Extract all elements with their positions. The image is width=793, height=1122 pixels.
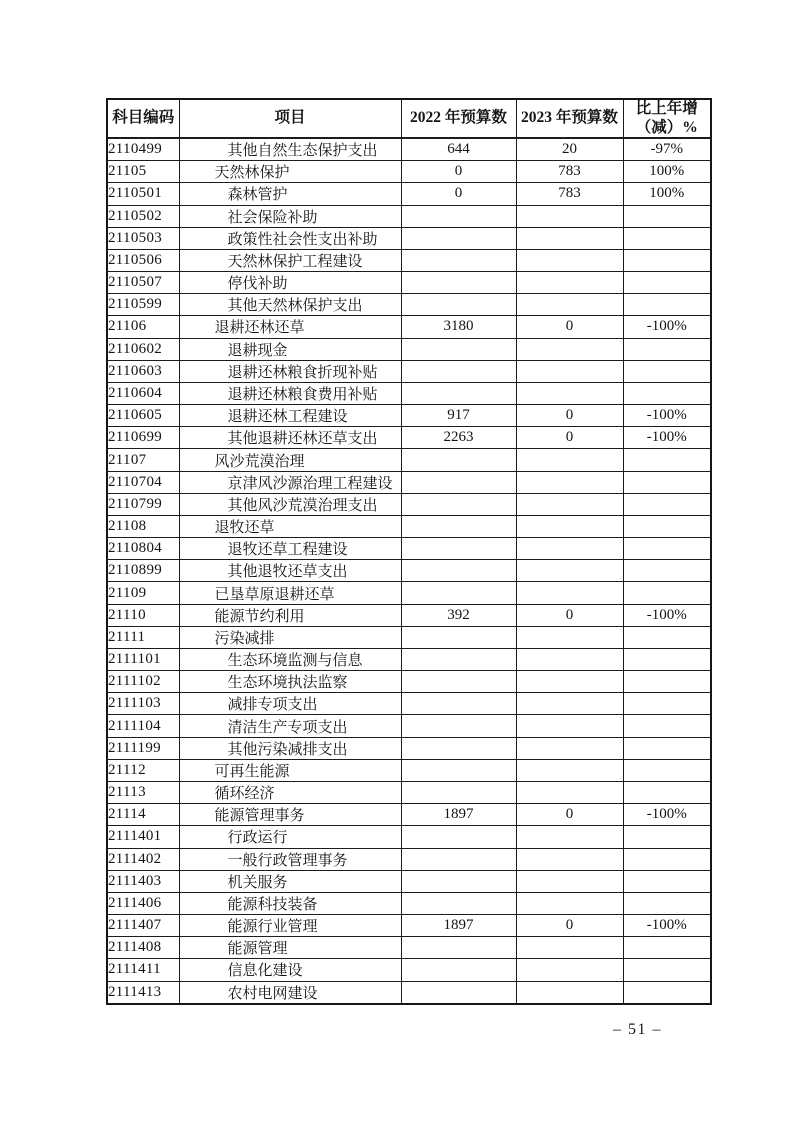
cell-item: 能源科技装备	[179, 892, 401, 914]
table-row	[107, 870, 711, 892]
cell-item: 可再生能源	[179, 759, 401, 781]
page-number: – 51 –	[613, 1021, 662, 1038]
cell-budget-2022	[401, 693, 516, 715]
cell-change-percent	[623, 648, 711, 670]
cell-item: 退牧还草工程建设	[179, 538, 401, 560]
cell-item: 一般行政管理事务	[179, 848, 401, 870]
cell-budget-2023	[516, 471, 623, 493]
cell-budget-2022: 2263	[401, 427, 516, 449]
table-row	[107, 205, 711, 227]
cell-budget-2022	[401, 582, 516, 604]
cell-budget-2023: 0	[516, 915, 623, 937]
cell-subject-code: 2111411	[107, 959, 179, 981]
cell-item: 退耕还林粮食折现补贴	[179, 360, 401, 382]
cell-budget-2023	[516, 981, 623, 1004]
table-row	[107, 626, 711, 648]
col-header-change	[623, 99, 711, 138]
cell-subject-code: 2111408	[107, 937, 179, 959]
cell-change-percent	[623, 715, 711, 737]
cell-subject-code: 21113	[107, 782, 179, 804]
cell-budget-2023	[516, 826, 623, 848]
cell-budget-2023	[516, 582, 623, 604]
cell-budget-2022	[401, 205, 516, 227]
table-row	[107, 782, 711, 804]
table-row	[107, 648, 711, 670]
cell-item: 信息化建设	[179, 959, 401, 981]
table-row	[107, 582, 711, 604]
table-row	[107, 316, 711, 338]
cell-subject-code: 21106	[107, 316, 179, 338]
cell-budget-2022: 644	[401, 138, 516, 161]
table-row	[107, 427, 711, 449]
cell-item: 其他退牧还草支出	[179, 560, 401, 582]
cell-item: 污染减排	[179, 626, 401, 648]
cell-budget-2022: 1897	[401, 804, 516, 826]
cell-change-percent	[623, 493, 711, 515]
cell-subject-code: 2111104	[107, 715, 179, 737]
cell-item: 社会保险补助	[179, 205, 401, 227]
cell-item: 能源管理	[179, 937, 401, 959]
cell-budget-2022	[401, 826, 516, 848]
cell-change-percent	[623, 693, 711, 715]
cell-budget-2023	[516, 892, 623, 914]
cell-subject-code: 2110501	[107, 183, 179, 205]
table-row	[107, 915, 711, 937]
table-row	[107, 693, 711, 715]
cell-budget-2022	[401, 715, 516, 737]
cell-budget-2023: 783	[516, 161, 623, 183]
cell-item: 生态环境监测与信息	[179, 648, 401, 670]
cell-budget-2022	[401, 493, 516, 515]
table-row	[107, 138, 711, 161]
cell-budget-2023	[516, 737, 623, 759]
header-row	[107, 99, 711, 138]
cell-budget-2022	[401, 937, 516, 959]
cell-item: 停伐补助	[179, 272, 401, 294]
cell-budget-2023	[516, 626, 623, 648]
cell-subject-code: 2111402	[107, 848, 179, 870]
cell-item: 减排专项支出	[179, 693, 401, 715]
table-row	[107, 538, 711, 560]
cell-change-percent	[623, 560, 711, 582]
col-header-budget-2023: 2023 年预算数	[516, 99, 623, 138]
cell-budget-2022: 0	[401, 183, 516, 205]
col-header-subject-code: 科目编码	[107, 99, 179, 138]
cell-subject-code: 2110602	[107, 338, 179, 360]
cell-item: 其他退耕还林还草支出	[179, 427, 401, 449]
cell-subject-code: 2111102	[107, 671, 179, 693]
col-header-budget-2022: 2022 年预算数	[401, 99, 516, 138]
cell-change-percent	[623, 272, 711, 294]
cell-subject-code: 2110603	[107, 360, 179, 382]
cell-item: 已垦草原退耕还草	[179, 582, 401, 604]
cell-item: 退牧还草	[179, 515, 401, 537]
cell-change-percent	[623, 892, 711, 914]
cell-budget-2022	[401, 449, 516, 471]
cell-budget-2023	[516, 560, 623, 582]
table-row	[107, 671, 711, 693]
cell-item: 行政运行	[179, 826, 401, 848]
cell-budget-2023	[516, 848, 623, 870]
cell-subject-code: 2111403	[107, 870, 179, 892]
table-row	[107, 471, 711, 493]
table-row	[107, 338, 711, 360]
cell-change-percent	[623, 959, 711, 981]
table-row	[107, 183, 711, 205]
cell-change-percent	[623, 981, 711, 1004]
cell-change-percent	[623, 626, 711, 648]
cell-subject-code: 2111199	[107, 737, 179, 759]
cell-subject-code: 21110	[107, 604, 179, 626]
table-row	[107, 515, 711, 537]
cell-subject-code: 21109	[107, 582, 179, 604]
cell-budget-2022: 3180	[401, 316, 516, 338]
cell-subject-code: 21108	[107, 515, 179, 537]
cell-budget-2023	[516, 715, 623, 737]
cell-budget-2022	[401, 249, 516, 271]
cell-change-percent	[623, 582, 711, 604]
cell-budget-2023	[516, 671, 623, 693]
col-header-change-line1: 比上年增	[635, 100, 698, 117]
cell-subject-code: 2110499	[107, 138, 179, 161]
cell-subject-code: 2110599	[107, 294, 179, 316]
cell-change-percent	[623, 360, 711, 382]
cell-change-percent	[623, 782, 711, 804]
cell-change-percent	[623, 382, 711, 404]
cell-change-percent	[623, 848, 711, 870]
budget-table	[106, 98, 712, 1005]
col-header-item: 项目	[179, 99, 401, 138]
cell-budget-2022: 392	[401, 604, 516, 626]
cell-budget-2022	[401, 959, 516, 981]
table-row	[107, 294, 711, 316]
cell-item: 京津风沙源治理工程建设	[179, 471, 401, 493]
cell-subject-code: 2110503	[107, 227, 179, 249]
table-row	[107, 161, 711, 183]
table-row	[107, 826, 711, 848]
cell-budget-2023	[516, 870, 623, 892]
cell-budget-2023	[516, 693, 623, 715]
table-row	[107, 759, 711, 781]
cell-budget-2023	[516, 759, 623, 781]
cell-change-percent: 100%	[623, 161, 711, 183]
cell-subject-code: 21112	[107, 759, 179, 781]
cell-budget-2023: 0	[516, 316, 623, 338]
cell-budget-2023	[516, 294, 623, 316]
cell-change-percent	[623, 759, 711, 781]
cell-subject-code: 2110604	[107, 382, 179, 404]
cell-budget-2022	[401, 981, 516, 1004]
cell-subject-code: 2110507	[107, 272, 179, 294]
cell-budget-2023: 0	[516, 427, 623, 449]
cell-change-percent	[623, 737, 711, 759]
cell-budget-2023	[516, 272, 623, 294]
col-header-change-line2: （减）%	[635, 118, 698, 136]
cell-change-percent: -100%	[623, 316, 711, 338]
cell-budget-2023	[516, 782, 623, 804]
cell-change-percent	[623, 471, 711, 493]
cell-change-percent	[623, 449, 711, 471]
cell-item: 退耕现金	[179, 338, 401, 360]
cell-budget-2023: 783	[516, 183, 623, 205]
cell-item: 风沙荒漠治理	[179, 449, 401, 471]
cell-subject-code: 2110605	[107, 405, 179, 427]
cell-budget-2023	[516, 538, 623, 560]
cell-budget-2023	[516, 382, 623, 404]
cell-change-percent	[623, 870, 711, 892]
cell-subject-code: 2111103	[107, 693, 179, 715]
table-row	[107, 360, 711, 382]
cell-budget-2022: 1897	[401, 915, 516, 937]
cell-change-percent: 100%	[623, 183, 711, 205]
cell-change-percent	[623, 671, 711, 693]
cell-subject-code: 2110506	[107, 249, 179, 271]
cell-budget-2023: 0	[516, 405, 623, 427]
cell-budget-2022	[401, 671, 516, 693]
table-row	[107, 959, 711, 981]
cell-subject-code: 2110804	[107, 538, 179, 560]
table-row	[107, 937, 711, 959]
table-row	[107, 405, 711, 427]
cell-item: 生态环境执法监察	[179, 671, 401, 693]
cell-change-percent	[623, 249, 711, 271]
cell-item: 天然林保护	[179, 161, 401, 183]
cell-item: 清洁生产专项支出	[179, 715, 401, 737]
table-row	[107, 560, 711, 582]
cell-budget-2023: 0	[516, 604, 623, 626]
cell-change-percent	[623, 826, 711, 848]
cell-item: 森林管护	[179, 183, 401, 205]
cell-budget-2023	[516, 205, 623, 227]
cell-budget-2023	[516, 249, 623, 271]
cell-subject-code: 21105	[107, 161, 179, 183]
cell-budget-2023: 0	[516, 804, 623, 826]
cell-change-percent	[623, 294, 711, 316]
table-body	[107, 138, 711, 1003]
cell-item: 政策性社会性支出补助	[179, 227, 401, 249]
cell-budget-2023	[516, 648, 623, 670]
table-row	[107, 737, 711, 759]
cell-budget-2022	[401, 892, 516, 914]
cell-change-percent	[623, 515, 711, 537]
cell-budget-2023	[516, 360, 623, 382]
table-row	[107, 382, 711, 404]
table-row	[107, 249, 711, 271]
cell-subject-code: 2110704	[107, 471, 179, 493]
cell-item: 农村电网建设	[179, 981, 401, 1004]
cell-subject-code: 2110502	[107, 205, 179, 227]
cell-budget-2023: 20	[516, 138, 623, 161]
cell-budget-2022: 0	[401, 161, 516, 183]
table-row	[107, 493, 711, 515]
cell-subject-code: 2111406	[107, 892, 179, 914]
table-row	[107, 804, 711, 826]
cell-item: 能源管理事务	[179, 804, 401, 826]
table-row	[107, 848, 711, 870]
cell-budget-2023	[516, 493, 623, 515]
cell-change-percent: -97%	[623, 138, 711, 161]
table-row	[107, 715, 711, 737]
table-row	[107, 892, 711, 914]
cell-subject-code: 2110799	[107, 493, 179, 515]
cell-budget-2022	[401, 360, 516, 382]
cell-budget-2022	[401, 648, 516, 670]
cell-budget-2022	[401, 848, 516, 870]
cell-change-percent	[623, 205, 711, 227]
cell-subject-code: 21107	[107, 449, 179, 471]
cell-budget-2023	[516, 515, 623, 537]
cell-change-percent	[623, 227, 711, 249]
cell-item: 机关服务	[179, 870, 401, 892]
cell-change-percent	[623, 338, 711, 360]
cell-item: 能源行业管理	[179, 915, 401, 937]
cell-change-percent: -100%	[623, 405, 711, 427]
cell-item: 退耕还林工程建设	[179, 405, 401, 427]
cell-budget-2022	[401, 294, 516, 316]
cell-item: 能源节约利用	[179, 604, 401, 626]
cell-subject-code: 2111101	[107, 648, 179, 670]
cell-subject-code: 2110699	[107, 427, 179, 449]
cell-budget-2022	[401, 515, 516, 537]
cell-change-percent	[623, 937, 711, 959]
table-row	[107, 227, 711, 249]
cell-budget-2022	[401, 338, 516, 360]
cell-subject-code: 21114	[107, 804, 179, 826]
cell-budget-2022	[401, 538, 516, 560]
table-row	[107, 272, 711, 294]
cell-change-percent: -100%	[623, 915, 711, 937]
cell-budget-2023	[516, 449, 623, 471]
cell-item: 退耕还林粮食费用补贴	[179, 382, 401, 404]
cell-item: 其他天然林保护支出	[179, 294, 401, 316]
cell-budget-2023	[516, 227, 623, 249]
table-row	[107, 604, 711, 626]
cell-budget-2023	[516, 338, 623, 360]
cell-budget-2022	[401, 560, 516, 582]
cell-budget-2022	[401, 471, 516, 493]
cell-item: 其他风沙荒漠治理支出	[179, 493, 401, 515]
cell-subject-code: 2111401	[107, 826, 179, 848]
cell-budget-2022	[401, 870, 516, 892]
cell-budget-2022	[401, 272, 516, 294]
cell-budget-2022	[401, 382, 516, 404]
cell-change-percent: -100%	[623, 604, 711, 626]
cell-subject-code: 21111	[107, 626, 179, 648]
cell-change-percent: -100%	[623, 427, 711, 449]
cell-budget-2022	[401, 782, 516, 804]
cell-budget-2023	[516, 937, 623, 959]
cell-change-percent: -100%	[623, 804, 711, 826]
cell-budget-2023	[516, 959, 623, 981]
cell-item: 其他自然生态保护支出	[179, 138, 401, 161]
table-row	[107, 981, 711, 1004]
cell-item: 天然林保护工程建设	[179, 249, 401, 271]
cell-item: 其他污染减排支出	[179, 737, 401, 759]
cell-change-percent	[623, 538, 711, 560]
cell-budget-2022	[401, 759, 516, 781]
cell-subject-code: 2111407	[107, 915, 179, 937]
cell-budget-2022: 917	[401, 405, 516, 427]
cell-budget-2022	[401, 737, 516, 759]
cell-item: 退耕还林还草	[179, 316, 401, 338]
cell-item: 循环经济	[179, 782, 401, 804]
cell-budget-2022	[401, 626, 516, 648]
table-row	[107, 449, 711, 471]
cell-subject-code: 2110899	[107, 560, 179, 582]
cell-budget-2022	[401, 227, 516, 249]
cell-subject-code: 2111413	[107, 981, 179, 1004]
